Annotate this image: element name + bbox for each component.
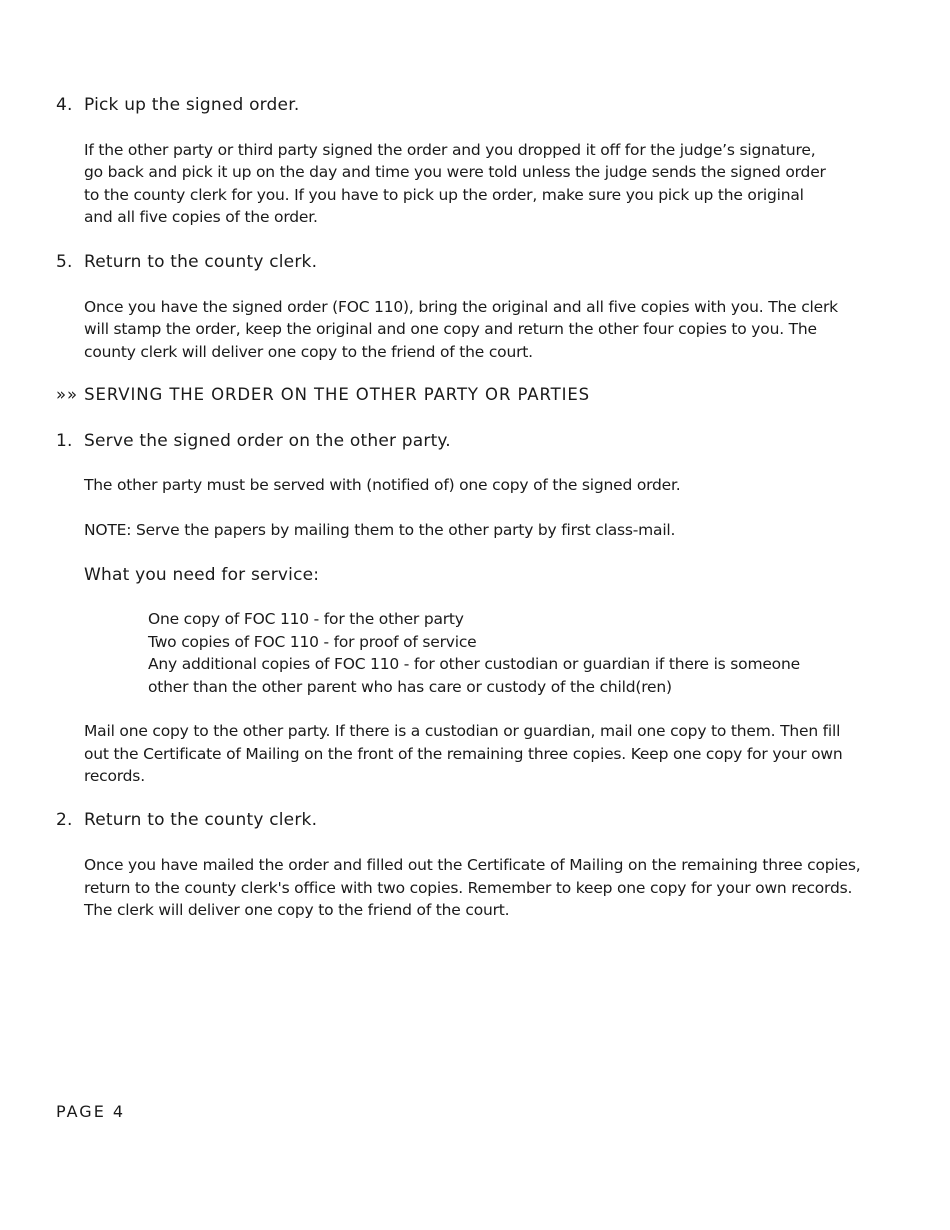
step-4-title: Pick up the signed order. xyxy=(84,95,300,115)
mail-instructions-line: records. xyxy=(84,767,145,785)
serve-2-line: Once you have mailed the order and filled out the Certificate of Mailing on the remaining three copies, xyxy=(84,856,861,874)
step-5-line: Once you have the signed order (FOC 110), bring the original and all five copies with you. The clerk xyxy=(84,298,838,316)
service-needs-heading: What you need for service: xyxy=(84,565,320,585)
serve-1-note: NOTE: Serve the papers by mailing them to the other party by first class-mail. xyxy=(84,521,676,539)
step-4-line: to the county clerk for you. If you have to pick up the order, make sure you pick up the original xyxy=(84,186,804,204)
step-5-number: 5. xyxy=(56,252,73,272)
serve-1-intro: The other party must be served with (notified of) one copy of the signed order. xyxy=(84,476,681,494)
section-header: »» SERVING THE ORDER ON THE OTHER PARTY OR PARTIES xyxy=(56,385,591,404)
step-4-line: and all five copies of the order. xyxy=(84,208,318,226)
step-4-line: go back and pick it up on the day and time you were told unless the judge sends the signed order xyxy=(84,163,826,181)
service-need-item: One copy of FOC 110 - for the other party xyxy=(148,610,464,628)
serve-2-line: The clerk will deliver one copy to the friend of the court. xyxy=(84,901,510,919)
step-5-line: county clerk will deliver one copy to the friend of the court. xyxy=(84,343,533,361)
serve-1-title: Serve the signed order on the other party. xyxy=(84,431,451,451)
step-4-number: 4. xyxy=(56,95,73,115)
step-5-title: Return to the county clerk. xyxy=(84,252,318,272)
step-4-line: If the other party or third party signed the order and you dropped it off for the judge’s signature, xyxy=(84,141,816,159)
service-need-item: Any additional copies of FOC 110 - for other custodian or guardian if there is someone xyxy=(148,655,800,673)
step-5-line: will stamp the order, keep the original and one copy and return the other four copies to you. The xyxy=(84,320,817,338)
service-need-item: other than the other parent who has care or custody of the child(ren) xyxy=(148,678,672,696)
mail-instructions-line: Mail one copy to the other party. If there is a custodian or guardian, mail one copy to them. Then fill xyxy=(84,722,841,740)
serve-2-line: return to the county clerk's office with two copies. Remember to keep one copy for your own records. xyxy=(84,879,853,897)
serve-2-number: 2. xyxy=(56,810,73,830)
serve-2-title: Return to the county clerk. xyxy=(84,810,318,830)
serve-1-number: 1. xyxy=(56,431,73,451)
service-need-item: Two copies of FOC 110 - for proof of service xyxy=(148,633,477,651)
page-number: PAGE 4 xyxy=(56,1102,126,1121)
mail-instructions-line: out the Certificate of Mailing on the front of the remaining three copies. Keep one copy for your own xyxy=(84,745,843,763)
